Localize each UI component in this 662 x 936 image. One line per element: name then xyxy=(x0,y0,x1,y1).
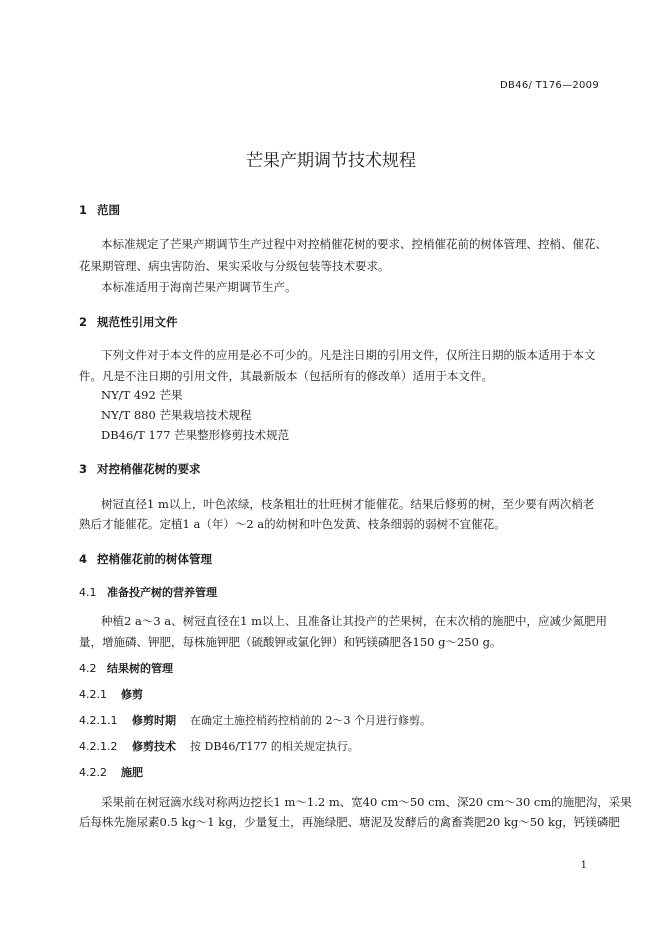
clause-4-2-1-1 xyxy=(79,712,431,728)
section-title: 施肥 xyxy=(121,766,143,779)
clause-4-2-1-2 xyxy=(79,738,359,754)
section-4-heading xyxy=(79,551,212,567)
section-title: 对控梢催花树的要求 xyxy=(97,462,201,476)
section-1-heading xyxy=(79,202,120,218)
section-number: 4.2.2 xyxy=(79,766,107,779)
reference-item: NY/T 880 芒果栽培技术规程 xyxy=(101,408,252,422)
clause-text: 在确定土施控梢药控梢前的 2～3 个月进行修剪。 xyxy=(190,714,431,727)
clause-text: 按 DB46/T177 的相关规定执行。 xyxy=(190,740,359,753)
section-title: 准备投产树的营养管理 xyxy=(107,586,217,599)
paragraph-line: 本标准适用于海南芒果产期调节生产。 xyxy=(101,280,297,294)
clause-title: 修剪技术 xyxy=(132,740,176,753)
section-4-2-heading xyxy=(79,660,173,676)
section-number: 3 xyxy=(79,462,88,476)
paragraph-line: 后每株先施尿素0.5 kg～1 kg，少量复土，再施绿肥、塘泥及发酵后的禽畜粪肥20 kg～50 kg，钙镁磷肥 xyxy=(79,815,620,829)
clause-number: 4.2.1.2 xyxy=(79,740,118,753)
standard-code: DB46/ T176—2009 xyxy=(500,80,599,91)
paragraph-line: 熟后才能催花。定植1 a（年）～2 a的幼树和叶色发黄、枝条细弱的弱树不宜催花。 xyxy=(79,517,506,531)
section-number: 2 xyxy=(79,315,88,329)
section-2-heading xyxy=(79,314,178,330)
paragraph-line: 下列文件对于本文件的应用是必不可少的。凡是注日期的引用文件，仅所注日期的版本适用于本文 xyxy=(101,348,596,362)
section-3-heading xyxy=(79,461,201,477)
paragraph-line: 花果期管理、病虫害防治、果实采收与分级包装等技术要求。 xyxy=(79,259,390,273)
section-number: 4.1 xyxy=(79,586,97,599)
section-4-1-heading xyxy=(79,584,217,600)
section-title: 范围 xyxy=(97,203,120,217)
page-number: 1 xyxy=(580,860,587,871)
section-4-2-2-heading xyxy=(79,764,143,780)
section-number: 4 xyxy=(79,552,88,566)
reference-item: NY/T 492 芒果 xyxy=(101,388,183,402)
paragraph-line: 采果前在树冠滴水线对称两边挖长1 m～1.2 m、宽40 cm～50 cm、深20 cm～30 cm的施肥沟，采果 xyxy=(101,795,632,809)
clause-number: 4.2.1.1 xyxy=(79,714,118,727)
paragraph-line: 树冠直径1 m以上，叶色浓绿，枝条粗壮的壮旺树才能催花。结果后修剪的树，至少要有两次梢老 xyxy=(101,497,595,511)
paragraph-line: 件。凡是不注日期的引用文件，其最新版本（包括所有的修改单）适用于本文件。 xyxy=(79,369,493,383)
section-title: 修剪 xyxy=(121,688,143,701)
paragraph-line: 种植2 a～3 a、树冠直径在1 m以上、且准备让其投产的芒果树，在末次梢的施肥中，应减少氮肥用 xyxy=(101,614,608,628)
section-title: 结果树的管理 xyxy=(107,662,173,675)
section-number: 1 xyxy=(79,203,88,217)
section-4-2-1-heading xyxy=(79,686,143,702)
reference-item: DB46/T 177 芒果整形修剪技术规范 xyxy=(101,428,290,442)
clause-title: 修剪时期 xyxy=(132,714,176,727)
paragraph-line: 量，增施磷、钾肥，每株施钾肥（硫酸钾或氯化钾）和钙镁磷肥各150 g～250 g。 xyxy=(79,635,502,649)
document-title: 芒果产期调节技术规程 xyxy=(246,151,416,171)
section-number: 4.2 xyxy=(79,662,97,675)
section-number: 4.2.1 xyxy=(79,688,107,701)
paragraph-line: 本标准规定了芒果产期调节生产过程中对控梢催花树的要求、控梢催花前的树体管理、控梢、催花、 xyxy=(101,237,607,251)
section-title: 规范性引用文件 xyxy=(97,315,178,329)
section-title: 控梢催花前的树体管理 xyxy=(97,552,212,566)
